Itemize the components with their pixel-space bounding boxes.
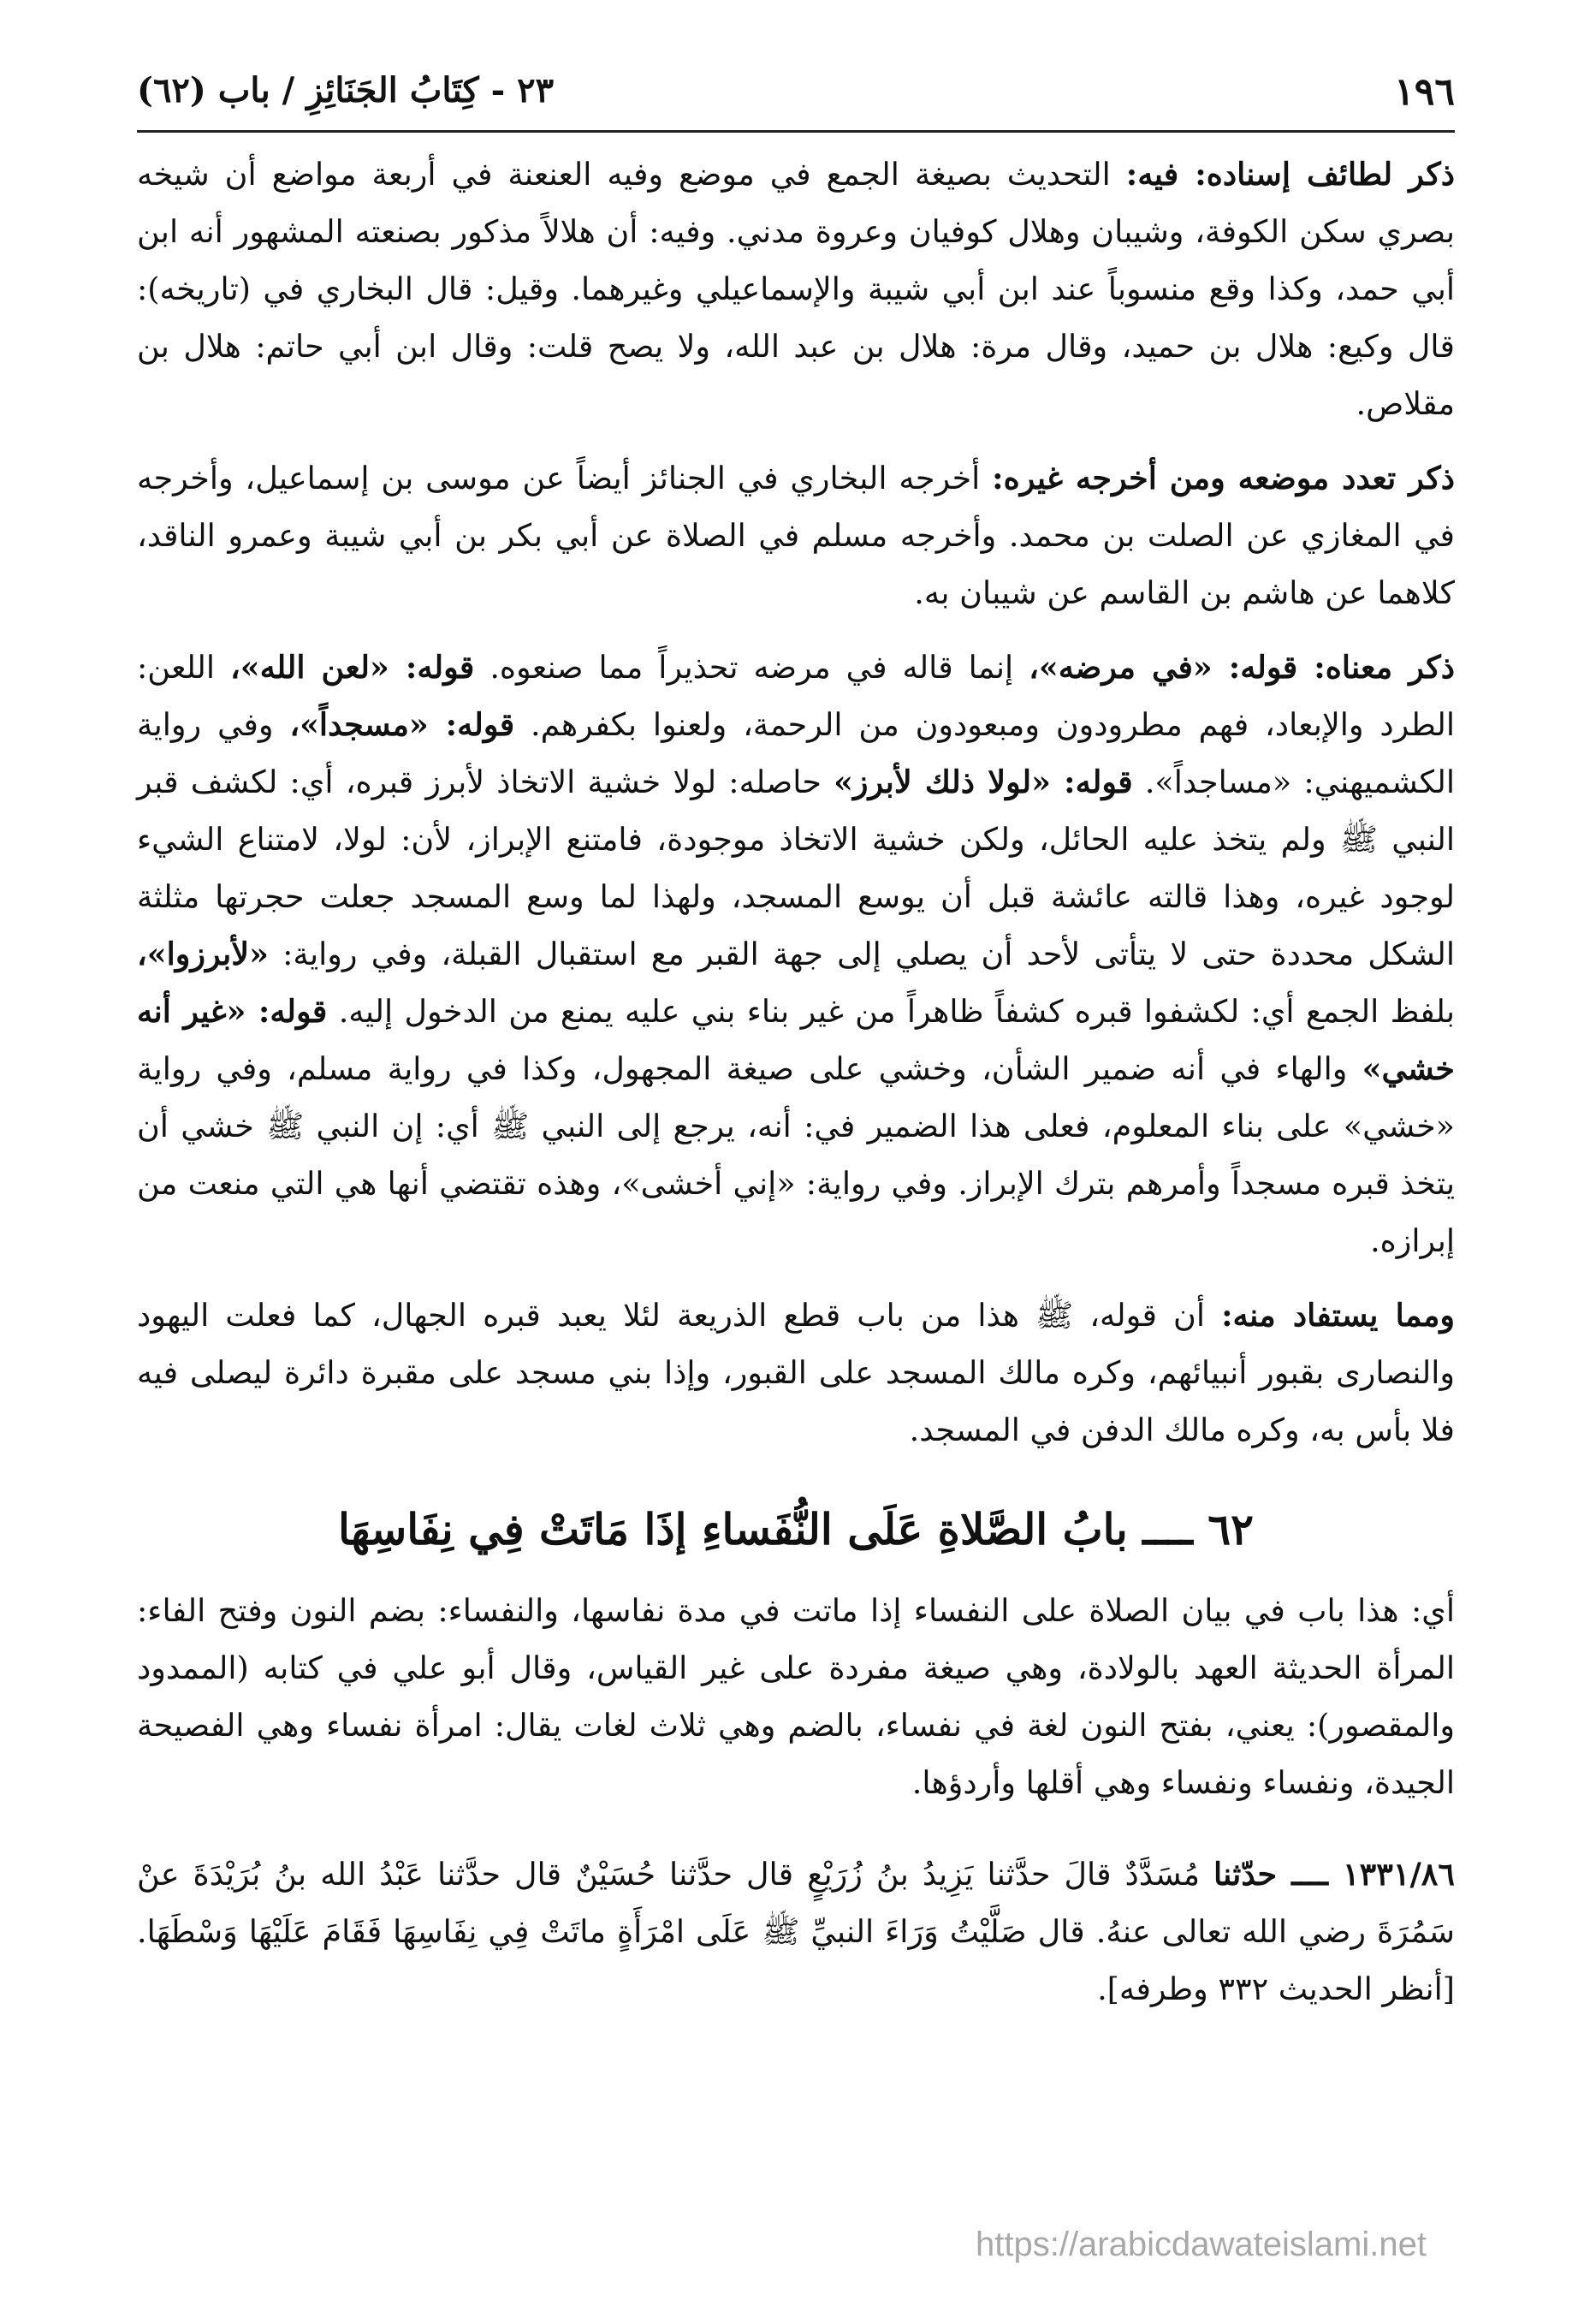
paragraph-text: إنما قاله في مرضه تحذيراً مما صنعوه.	[474, 649, 1029, 686]
page-header	[137, 67, 1455, 127]
paragraph-chapter-explanation	[137, 1582, 1455, 1811]
paragraph-text: اللعن: الطرد والإبعاد، فهم مطرودون ومبعودون من الرحمة، ولعنوا بكفرهم.	[137, 649, 1455, 743]
watermark-url: https://arabicdawateislami.net	[976, 2226, 1427, 2263]
paragraph-text: التحديث بصيغة الجمع في موضع وفيه العنعنة في أربعة مواضع أن شيخه بصري سكن الكوفة، وشيبان وهلال كوفيان وعروة مدني. وفيه: أن هلالاً مذكور بصنعته المشهور أنه ابن أبي حمد، وكذا وقع منسوباً عند ابن أبي شيبة والإسماعيلي وغيرهما. وقيل: قال البخاري في (تاريخه): قال وكيع: هلال بن حميد، وقال مرة: هلال بن عبد الله، ولا يصح قلت: وقال ابن أبي حاتم: هلال بن مقلاص.	[137, 156, 1455, 422]
quoted-phrase: «لأبرزوا»،	[137, 936, 269, 972]
page-body	[137, 146, 1455, 2018]
paragraph-text: أن قوله، ﷺ هذا من باب قطع الذريعة لئلا يعبد قبره الجهال، كما فعلت اليهود والنصارى بقبور أنبيائهم، وكره مالك المسجد على القبور، وإذا بني مسجد على مقبرة دائرة ليصلى فيه فلا بأس به، وكره مالك الدفن في المسجد.	[137, 1297, 1455, 1448]
quoted-phrase: قوله: «غير أنه خشي»	[137, 993, 1455, 1087]
paragraph-text: والهاء في أنه ضمير الشأن، وخشي على صيغة المجهول، وكذا في رواية مسلم، وفي رواية «خشي» على بناء المعلوم، فعلى هذا الضمير في: أنه، يرجع إلى النبي ﷺ أي: إن النبي ﷺ خشي أن يتخذ قبره مسجداً وأمرهم بترك الإبراز. وفي رواية: «إني أخشى»، وهذه تقتضي أنها هي التي منعت من إبرازه.	[137, 1050, 1455, 1259]
paragraph-text: حاصله: لولا خشية الاتخاذ لأبرز قبره، أي: لكشف قبر النبي ﷺ ولم يتخذ عليه الحائل، ولكن خشية الاتخاذ موجودة، فامتنع الإبراز، لأن: لولا، لامتناع الشيء لوجود غيره، وهذا قالته عائشة قبل أن يوسع المسجد، ولهذا لما وسع المسجد جعلت حجرتها مثلثة الشكل محددة حتى لا يتأتى لأحد أن يصلي إلى جهة القبر مع استقبال القبلة، وفي رواية:	[137, 764, 1455, 972]
hadith-number: ١٣٣١/٨٦ ــــ حدّثنا	[1213, 1856, 1455, 1893]
paragraph-text: أي: هذا باب في بيان الصلاة على النفساء إذا ماتت في مدة نفاسها، والنفساء: بضم النون وفتح الفاء: المرأة الحديثة العهد بالولادة، وهي صيغة مفردة على غير القياس، وقال أبو علي في كتابه (الممدود والمقصور): يعني، بفتح النون لغة في نفساء، بالضم وهي ثلاث لغات يقال: امرأة نفساء وهي الفصيحة الجيدة، ونفساء ونفساء وهي أقلها وأردؤها.	[137, 1592, 1455, 1801]
paragraph-text: بلفظ الجمع أي: لكشفوا قبره كشفاً ظاهراً من غير بناء بني عليه يمنع من الدخول إليه.	[327, 993, 1455, 1030]
paragraph-text: وفي رواية الكشميهني: «مساجداً».	[137, 706, 1455, 800]
hadith-body: مُسَدَّدٌ قالَ حدَّثنا يَزِيدُ بنُ زُرَيْعٍ قال حدَّثنا حُسَيْنٌ قال حدَّثنا عَبْدُ الله بنُ بُرَيْدَةَ عنْ سَمُرَةَ رضي الله تعالى عنهُ. قال صَلَّيْتُ وَرَاءَ النبيِّ ﷺ عَلَى امْرَأَةٍ ماتَتْ فِي نِفَاسِهَا فَقَامَ عَلَيْهَا وَسْطَهَا. [أنظر الحديث ٣٣٢ وطرفه].	[137, 1856, 1455, 2007]
paragraph-isnad-subtleties	[137, 146, 1455, 432]
paragraph-lead: ذكر تعدد موضعه ومن أخرجه غيره:	[992, 460, 1455, 496]
paragraph-benefits	[137, 1287, 1455, 1459]
page-number: ١٩٦	[1394, 70, 1455, 114]
quoted-phrase: قوله: «لعن الله»،	[229, 649, 475, 686]
header-divider	[137, 130, 1455, 133]
hadith-text	[137, 1846, 1455, 2018]
paragraph-lead: ذكر معناه: قوله: «في مرضه»،	[1029, 649, 1455, 686]
quoted-phrase: قوله: «لولا ذلك لأبرز»	[834, 764, 1133, 800]
paragraph-other-narrators	[137, 449, 1455, 621]
paragraph-lead: ذكر لطائف إسناده: فيه:	[1125, 156, 1455, 193]
paragraph-text: أخرجه البخاري في الجنائز أيضاً عن موسى بن إسماعيل، وأخرجه في المغازي عن الصلت بن محمد. وأخرجه مسلم في الصلاة عن أبي بكر بن أبي شيبة وعمرو الناقد، كلاهما عن هاشم بن القاسم عن شيبان به.	[137, 460, 1455, 611]
paragraph-lead: ومما يستفاد منه:	[1221, 1297, 1455, 1334]
running-title: ٢٣ - كِتَابُ الجَنَائِزِ / باب (٦٢)	[137, 70, 555, 110]
quoted-phrase: قوله: «مسجداً»،	[289, 706, 515, 743]
paragraph-meaning	[137, 639, 1455, 1269]
chapter-heading: ٦٢ ــــ بابُ الصَّلاةِ عَلَى النُّفَساءِ إذَا مَاتَتْ فِي نِفَاسِهَا	[338, 1504, 1254, 1554]
